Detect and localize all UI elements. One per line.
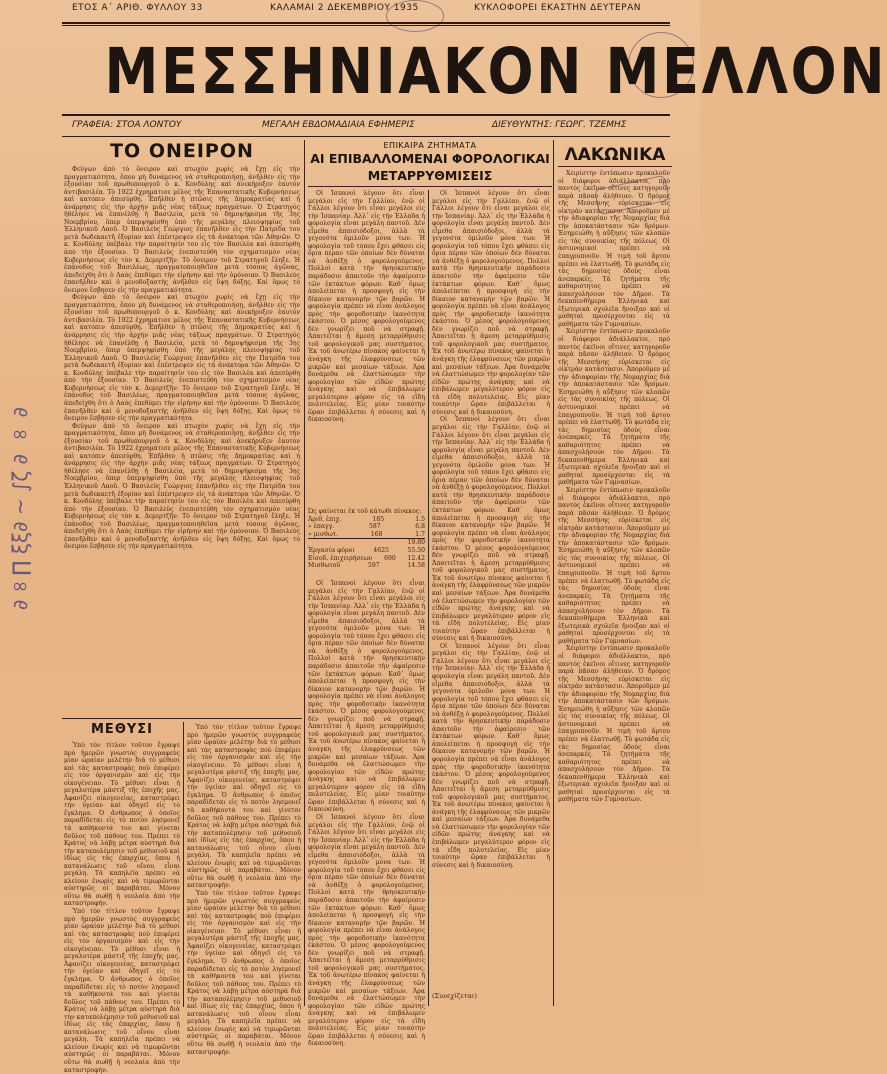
drunkenness-body-col2: Ὑπὸ τὸν τίτλον τοῦτον ἔγραψε πρὸ ἡμερῶν γνωστὸς συγγραφεὺς μίαν ὡραίαν μελέτην διὰ τὸ μέθυσι καὶ τὰς καταστροφὰς ποὺ ἐπιφέρει εἰς τὸν ὀργανισμὸν καὶ εἰς τὴν οἰκογένειαν. Τὸ μέθυσι εἶναι ἡ μεγαλυτέρα μάστιξ τῆς ἐποχῆς μας. Ἀφανίζει οἰκογενείας, καταστρέφει τὴν ὑγείαν καὶ ὁδηγεῖ εἰς τὸ ἔγκλημα. Ὁ ἄνθρωπος ὁ ὁποῖος παραδίδεται εἰς τὸ ποτὸν λησμονεῖ τὰ καθήκοντά του καὶ γίνεται δοῦλος τοῦ πάθους του. Πρέπει τὸ Κράτος νὰ λάβῃ μέτρα αὐστηρὰ διὰ τὴν καταπολέμησιν τοῦ μεθυσιοῦ καὶ ἰδίως εἰς τὰς ἐπαρχίας, ὅπου ἡ κατανάλωσις τοῦ οἴνου εἶναι μεγάλη. Τὰ καπηλεῖα πρέπει νὰ κλείουν ἐνωρὶς καὶ νὰ τιμωρῶνται αὐστηρῶς οἱ παραβάται. Μόνον οὕτω θὰ σωθῇ ἡ νεολαία ἀπὸ τὴν καταστροφήν. Ὑπὸ τὸν τίτλον τοῦτον ἔγραψε πρὸ ἡμερῶν γνωστὸς συγγραφεὺς μίαν ὡραίαν μελέτην διὰ τὸ μέθυσι καὶ τὰς καταστροφὰς ποὺ ἐπιφέρει εἰς τὸν ὀργανισμὸν καὶ εἰς τὴν οἰκογένειαν. Τὸ μέθυσι εἶναι ἡ μεγαλυτέρα μάστιξ τῆς ἐποχῆς μας. Ἀφανίζει οἰκογενείας, καταστρέφει τὴν ὑγείαν καὶ ὁδηγεῖ εἰς τὸ ἔγκλημα. Ὁ ἄνθρωπος ὁ ὁποῖος παραδίδεται εἰς τὸ ποτὸν λησμονεῖ τὰ καθήκοντά του καὶ γίνεται δοῦλος τοῦ πάθους του. Πρέπει τὸ Κράτος νὰ λάβῃ μέτρα αὐστηρὰ διὰ τὴν καταπολέμησιν τοῦ μεθυσιοῦ καὶ ἰδίως εἰς τὰς ἐπαρχίας, ὅπου ἡ κατανάλωσις τοῦ οἴνου εἶναι μεγάλη. Τὰ καπηλεῖα πρέπει νὰ κλείουν ἐνωρὶς καὶ νὰ τιμωρῶνται αὐστηρῶς οἱ παραβάται. Μόνον οὕτω θὰ σωθῇ ἡ νεολαία ἀπὸ τὴν καταστροφήν. [187,724,301,1056]
col-divider [428,190,429,1006]
table-total: 19.80 [308,538,425,547]
library-stamp [386,0,444,32]
top-info-line [60,3,660,17]
table-row: Εἰσοδ. ἐπιχειρήσεων 690 12.42 [308,554,425,562]
circulation: ΚΥΚΛΟΦΟΡΕΙ ΕΚΑΣΤΗΝ ΔΕΥΤΕΡΑΝ [474,3,641,13]
taxes-headline-1: ΑΙ ΕΠΙΒΑΛΛΟΜΕΝΑΙ ΦΟΡΟΛΟΓΙΚΑΙ [310,151,550,166]
laconics-head-rule [558,166,672,167]
tax-table-title: Ὡς φαίνεται ἐκ τοῦ κάτωθι πίνακος: [308,508,422,515]
masthead-top-rule [62,22,670,24]
tax-table [308,508,425,570]
newspaper-title: ΜΕΣΣΗΝΙΑΚΟΝ ΜΕΛΛΟΝ [104,35,887,108]
taxes-continued: (Συνεχίζεται) [432,992,477,1000]
laconics-body: Χειρίστην ἐντύπωσιν προκαλοῦν οἱ διάφοροι ἀδιάλλακτοι, πρὸ παντὸς ἐκεῖνοι οἵτινες κατηγοροῦν παρὰ πᾶσαν ἀλήθειαν. Ὁ δρόμος τῆς Μεσσήνης εὑρίσκεται εἰς οἰκτρὰν κατάστασιν. Ἀποροῦμεν μὲ τὴν ἀδιαφορίαν τῆς Νομαρχίας διὰ τὴν ἀποκατάστασιν τῶν δρόμων. Ἐσημειώθη ἡ αὔξησις τῶν κλοπῶν εἰς τὰς συνοικίας τῆς πόλεως. Οἱ ἀστυνομικοὶ πρέπει νὰ ἐπαγρυπνοῦν. Ἡ τιμὴ τοῦ ἄρτου πρέπει νὰ ἐλαττωθῇ. Τὸ φωτάδα εἰς τὰς δημοσίας ὁδοὺς εἶναι ἀνεπαρκές. Τὰ ζητήματα τῆς καθαριότητος πρέπει νὰ ἀπασχολήσουν τὸν Δῆμον. Τὰ δεκαπενθήμερα Ἐλληνικὰ καὶ ἐξωτερικὰ σχολεῖα ἤνοιξαν καὶ οἱ μαθηταὶ προσέρχονται εἰς τὰ μαθήματα τῶν Γυμνασίων. Χειρίστην ἐντύπωσιν προκαλοῦν οἱ διάφοροι ἀδιάλλακτοι, πρὸ παντὸς ἐκεῖνοι οἵτινες κατηγοροῦν παρὰ πᾶσαν ἀλήθειαν. Ὁ δρόμος τῆς Μεσσήνης εὑρίσκεται εἰς οἰκτρὰν κατάστασιν. Ἀποροῦμεν μὲ τὴν ἀδιαφορίαν τῆς Νομαρχίας διὰ τὴν ἀποκατάστασιν τῶν δρόμων. Ἐσημειώθη ἡ αὔξησις τῶν κλοπῶν εἰς τὰς συνοικίας τῆς πόλεως. Οἱ ἀστυνομικοὶ πρέπει νὰ ἐπαγρυπνοῦν. Ἡ τιμὴ τοῦ ἄρτου πρέπει νὰ ἐλαττωθῇ. Τὸ φωτάδα εἰς τὰς δημοσίας ὁδοὺς εἶναι ἀνεπαρκές. Τὰ ζητήματα τῆς καθαριότητος πρέπει νὰ ἀπασχολήσουν τὸν Δῆμον. Τὰ δεκαπενθήμερα Ἐλληνικὰ καὶ ἐξωτερικὰ σχολεῖα ἤνοιξαν καὶ οἱ μαθηταὶ προσέρχονται εἰς τὰ μαθήματα τῶν Γυμνασίων. Χειρίστην ἐντύπωσιν προκαλοῦν οἱ διάφοροι ἀδιάλλακτοι, πρὸ παντὸς ἐκεῖνοι οἵτινες κατηγοροῦν παρὰ πᾶσαν ἀλήθειαν. Ὁ δρόμος τῆς Μεσσήνης εὑρίσκεται εἰς οἰκτρὰν κατάστασιν. Ἀποροῦμεν μὲ τὴν ἀδιαφορίαν τῆς Νομαρχίας διὰ τὴν ἀποκατάστασιν τῶν δρόμων. Ἐσημειώθη ἡ αὔξησις τῶν κλοπῶν εἰς τὰς συνοικίας τῆς πόλεως. Οἱ ἀστυνομικοὶ πρέπει νὰ ἐπαγρυπνοῦν. Ἡ τιμὴ τοῦ ἄρτου πρέπει νὰ ἐλαττωθῇ. Τὸ φωτάδα εἰς τὰς δημοσίας ὁδοὺς εἶναι ἀνεπαρκές. Τὰ ζητήματα τῆς καθαριότητος πρέπει νὰ ἀπασχολήσουν τὸν Δῆμον. Τὰ δεκαπενθήμερα Ἐλληνικὰ καὶ ἐξωτερικὰ σχολεῖα ἤνοιξαν καὶ οἱ μαθηταὶ προσέρχονται εἰς τὰ μαθήματα τῶν Γυμνασίων. Χειρίστην ἐντύπωσιν προκαλοῦν οἱ διάφοροι ἀδιάλλακτοι, πρὸ παντὸς ἐκεῖνοι οἵτινες κατηγοροῦν παρὰ πᾶσαν ἀλήθειαν. Ὁ δρόμος τῆς Μεσσήνης εὑρίσκεται εἰς οἰκτρὰν κατάστασιν. Ἀποροῦμεν μὲ τὴν ἀδιαφορίαν τῆς Νομαρχίας διὰ τὴν ἀποκατάστασιν τῶν δρόμων. Ἐσημειώθη ἡ αὔξησις τῶν κλοπῶν εἰς τὰς συνοικίας τῆς πόλεως. Οἱ ἀστυνομικοὶ πρέπει νὰ ἐπαγρυπνοῦν. Ἡ τιμὴ τοῦ ἄρτου πρέπει νὰ ἐλαττωθῇ. Τὸ φωτάδα εἰς τὰς δημοσίας ὁδοὺς εἶναι ἀνεπαρκές. Τὰ ζητήματα τῆς καθαριότητος πρέπει νὰ ἀπασχολήσουν τὸν Δῆμον. Τὰ δεκαπενθήμερα Ἐλληνικὰ καὶ ἐξωτερικὰ σχολεῖα ἤνοιξαν καὶ οἱ μαθηταὶ προσέρχονται εἰς τὰ μαθήματα τῶν Γυμνασίων. [558,170,670,804]
sub-info-line [62,120,670,133]
director: ΔΙΕΥΘΥΝΤΗΣ: ΓΕΩΡΓ. ΤΖΕΜΗΣ [492,120,627,130]
dream-headline: ΤΟ ΟΝΕΙΡΟΝ [110,140,254,162]
dream-end-rule [62,718,302,719]
table-row: Ἀριθ. ἐπιχ. 185 1.5 [308,515,425,523]
laconics-headline: ΛΑΚΩΝΙΚΑ [564,145,666,165]
drunkenness-headline: ΜΕΘΥΣΙ [91,722,153,737]
taxes-body-col1a: Οἱ Ἰσπανοὶ λέγουν ὅτι εἶναι μεγάλοι εἰς τὴν Γαλλίαν, ἐνῷ οἱ Γάλλοι λέγουν ὅτι εἶναι μεγάλοι εἰς τὴν Ἰσπανίαν. Ἀλλ᾿ εἰς τὴν Ἑλλάδα ἡ φορολογία εἶναι μεγάλη παντοῦ. Δὲν εἶμεθα ἀπαισιόδοξοι, ἀλλὰ τὰ γεγονότα ὁμιλοῦν μόνα των. Ἡ φορολογία τοῦ τόπου ἔχει φθάσει εἰς ὅρια πέραν τῶν ὁποίων δὲν δύναται νὰ ἀνθέξῃ ὁ φορολογούμενος. Πολλοὶ κατὰ τὴν θρησκευτικὴν παράδοσιν ἀπαιτοῦν τὴν ἀφαίρεσιν τῶν ἐκτάκτων φόρων. Καθ᾿ ὅμως ἀπολείπεται ἡ προσφυγὴ εἰς τὴν δίκαιον κατανομὴν τῶν βαρῶν. Ἡ φορολογία πρέπει νὰ εἶναι ἀνάλογος πρὸς τὴν φοροδοτικὴν ἱκανότητα ἑκάστου. Ὁ μέσος φορολογούμενος δὲν γνωρίζει ποῦ νὰ στραφῇ. Ἀπαιτεῖται ἡ ἄμεση μεταρρύθμισις τοῦ φορολογικοῦ μας συστήματος. Ἐκ τοῦ ἀνωτέρω πίνακος φαίνεται ἡ ἀνάγκη τῆς ἐλαφρύνσεως τῶν μικρῶν καὶ μεσαίων τάξεων. Ἀρα δυνάμεθα νὰ ἐλαττώσωμεν τὴν φορολογίαν τῶν εἰδῶν πρώτης ἀνάγκης καὶ νὰ ἐπιβάλωμεν μεγαλύτερον φόρον εἰς τὰ εἴδη πολυτελείας. Εἰς μίαν τοιαύτην ὥραν ἐπιβάλλεται ἡ σύνεσις καὶ ἡ δικαιοσύνη. [308,190,425,424]
issue-number: ΕΤΟΣ Α΄ ΑΡΙΘ. ΦΥΛΛΟΥ 33 [72,3,203,13]
dream-body: Φεύγων ἀπὸ τὸ ὄνειρον καὶ πτωχὸν χωρὶς νὰ ἔχῃ εἰς τὴν πραγματικότητα, ὅπου μὴ δυνάμενος νὰ σταθεροποιήσῃ, ἀνῆλθεν εἰς τὴν ἐξουσίαν τοῦ πρωθυπουργοῦ ὁ κ. Κονδύλης καὶ ἀνεκήρυξεν ἑαυτὸν ἀντιβασιλέα. Τὸ 1922 ἐχρημάτισε μέλος τῆς Ἐπαναστατικῆς Κυβερνήσεως καὶ κατόπιν ἀπεσύρθη. Ἐπῆλθεν ἡ πτῶσις τῆς Δημοκρατίας καὶ ἡ ἀνάρρησις εἰς τὴν ἀρχὴν μιᾶς νέας τάξεως πραγμάτων. Ὁ Στρατηγὸς ἠθέλησε νὰ ἐπανέλθῃ ἡ Βασιλεία, μετὰ τὸ δημοψήφισμα τῆς 3ης Νοεμβρίου, ὅπερ ὑπερψηφίσθη ὑπὸ τῆς μεγάλης πλειοψηφίας τοῦ Ἑλληνικοῦ Λαοῦ. Ὁ Βασιλεὺς Γεώργιος ἐπανῆλθεν εἰς τὴν Πατρίδα του μετὰ δωδεκαετῆ ἐξορίαν καὶ ἐπέστρεψεν εἰς τὰ ἀνάκτορα τῶν Ἀθηνῶν. Ὁ κ. Κονδύλης ὑπέβαλε τὴν παραίτησίν του εἰς τὸν Βασιλέα καὶ ἀπεσύρθη ἀπὸ τὴν ἐξουσίαν. Ὁ Βασιλεὺς ἐνεπιστεύθη τὸν σχηματισμὸν νέας Κυβερνήσεως εἰς τὸν κ. Δεμερτζῆν. Τὸ ὄνειρον τοῦ Στρατηγοῦ ἔληξε. Ἡ ἐπάνοδος τοῦ Βασιλέως, πραγματοποιηθεῖσα μετὰ τόσους ἀγῶνας, ἀπεδείχθη ὅτι ὁ Λαὸς ἐπεθύμει τὴν εἰρήνην καὶ τὴν ὁμόνοιαν. Ὁ Βασιλεὺς ἐπανῆλθεν καὶ ὁ μενοδοξαστὴς ἀνῆλθεν εἰς ὕψη δόξης. Καὶ ὅμως τὸ ὄνειρον ἔσβησεν εἰς τὴν πραγματικότητα. Φεύγων ἀπὸ τὸ ὄνειρον καὶ πτωχὸν χωρὶς νὰ ἔχῃ εἰς τὴν πραγματικότητα, ὅπου μὴ δυνάμενος νὰ σταθεροποιήσῃ, ἀνῆλθεν εἰς τὴν ἐξουσίαν τοῦ πρωθυπουργοῦ ὁ κ. Κονδύλης καὶ ἀνεκήρυξεν ἑαυτὸν ἀντιβασιλέα. Τὸ 1922 ἐχρημάτισε μέλος τῆς Ἐπαναστατικῆς Κυβερνήσεως καὶ κατόπιν ἀπεσύρθη. Ἐπῆλθεν ἡ πτῶσις τῆς Δημοκρατίας καὶ ἡ ἀνάρρησις εἰς τὴν ἀρχὴν μιᾶς νέας τάξεως πραγμάτων. Ὁ Στρατηγὸς ἠθέλησε νὰ ἐπανέλθῃ ἡ Βασιλεία, μετὰ τὸ δημοψήφισμα τῆς 3ης Νοεμβρίου, ὅπερ ὑπερψηφίσθη ὑπὸ τῆς μεγάλης πλειοψηφίας τοῦ Ἑλληνικοῦ Λαοῦ. Ὁ Βασιλεὺς Γεώργιος ἐπανῆλθεν εἰς τὴν Πατρίδα του μετὰ δωδεκαετῆ ἐξορίαν καὶ ἐπέστρεψεν εἰς τὰ ἀνάκτορα τῶν Ἀθηνῶν. Ὁ κ. Κονδύλης ὑπέβαλε τὴν παραίτησίν του εἰς τὸν Βασιλέα καὶ ἀπεσύρθη ἀπὸ τὴν ἐξουσίαν. Ὁ Βασιλεὺς ἐνεπιστεύθη τὸν σχηματισμὸν νέας Κυβερνήσεως εἰς τὸν κ. Δεμερτζῆν. Τὸ ὄνειρον τοῦ Στρατηγοῦ ἔληξε. Ἡ ἐπάνοδος τοῦ Βασιλέως, πραγματοποιηθεῖσα μετὰ τόσους ἀγῶνας, ἀπεδείχθη ὅτι ὁ Λαὸς ἐπεθύμει τὴν εἰρήνην καὶ τὴν ὁμόνοιαν. Ὁ Βασιλεὺς ἐπανῆλθεν καὶ ὁ μενοδοξαστὴς ἀνῆλθεν εἰς ὕψη δόξης. Καὶ ὅμως τὸ ὄνειρον ἔσβησεν εἰς τὴν πραγματικότητα. Φεύγων ἀπὸ τὸ ὄνειρον καὶ πτωχὸν χωρὶς νὰ ἔχῃ εἰς τὴν πραγματικότητα, ὅπου μὴ δυνάμενος νὰ σταθεροποιήσῃ, ἀνῆλθεν εἰς τὴν ἐξουσίαν τοῦ πρωθυπουργοῦ ὁ κ. Κονδύλης καὶ ἀνεκήρυξεν ἑαυτὸν ἀντιβασιλέα. Τὸ 1922 ἐχρημάτισε μέλος τῆς Ἐπαναστατικῆς Κυβερνήσεως καὶ κατόπιν ἀπεσύρθη. Ἐπῆλθεν ἡ πτῶσις τῆς Δημοκρατίας καὶ ἡ ἀνάρρησις εἰς τὴν ἀρχὴν μιᾶς νέας τάξεως πραγμάτων. Ὁ Στρατηγὸς ἠθέλησε νὰ ἐπανέλθῃ ἡ Βασιλεία, μετὰ τὸ δημοψήφισμα τῆς 3ης Νοεμβρίου, ὅπερ ὑπερψηφίσθη ὑπὸ τῆς μεγάλης πλειοψηφίας τοῦ Ἑλληνικοῦ Λαοῦ. Ὁ Βασιλεὺς Γεώργιος ἐπανῆλθεν εἰς τὴν Πατρίδα του μετὰ δωδεκαετῆ ἐξορίαν καὶ ἐπέστρεψεν εἰς τὰ ἀνάκτορα τῶν Ἀθηνῶν. Ὁ κ. Κονδύλης ὑπέβαλε τὴν παραίτησίν του εἰς τὸν Βασιλέα καὶ ἀπεσύρθη ἀπὸ τὴν ἐξουσίαν. Ὁ Βασιλεὺς ἐνεπιστεύθη τὸν σχηματισμὸν νέας Κυβερνήσεως εἰς τὸν κ. Δεμερτζῆν. Τὸ ὄνειρον τοῦ Στρατηγοῦ ἔληξε. Ἡ ἐπάνοδος τοῦ Βασιλέως, πραγματοποιηθεῖσα μετὰ τόσους ἀγῶνας, ἀπεδείχθη ὅτι ὁ Λαὸς ἐπεθύμει τὴν εἰρήνην καὶ τὴν ὁμόνοιαν. Ὁ Βασιλεὺς ἐπανῆλθεν καὶ ὁ μενοδοξαστὴς ἀνῆλθεν εἰς ὕψη δόξης. Καὶ ὅμως τὸ ὄνειρον ἔσβησεν εἰς τὴν πραγματικότητα. [64,166,300,551]
taxes-kicker: ΕΠΙΚΑΙΡΑ ΖΗΤΗΜΑΤΑ [383,141,477,150]
col-divider [553,140,554,1006]
drunkenness-body-col1: Ὑπὸ τὸν τίτλον τοῦτον ἔγραψε πρὸ ἡμερῶν γνωστὸς συγγραφεὺς μίαν ὡραίαν μελέτην διὰ τὸ μέθυσι καὶ τὰς καταστροφὰς ποὺ ἐπιφέρει εἰς τὸν ὀργανισμὸν καὶ εἰς τὴν οἰκογένειαν. Τὸ μέθυσι εἶναι ἡ μεγαλυτέρα μάστιξ τῆς ἐποχῆς μας. Ἀφανίζει οἰκογενείας, καταστρέφει τὴν ὑγείαν καὶ ὁδηγεῖ εἰς τὸ ἔγκλημα. Ὁ ἄνθρωπος ὁ ὁποῖος παραδίδεται εἰς τὸ ποτὸν λησμονεῖ τὰ καθήκοντά του καὶ γίνεται δοῦλος τοῦ πάθους του. Πρέπει τὸ Κράτος νὰ λάβῃ μέτρα αὐστηρὰ διὰ τὴν καταπολέμησιν τοῦ μεθυσιοῦ καὶ ἰδίως εἰς τὰς ἐπαρχίας, ὅπου ἡ κατανάλωσις τοῦ οἴνου εἶναι μεγάλη. Τὰ καπηλεῖα πρέπει νὰ κλείουν ἐνωρὶς καὶ νὰ τιμωρῶνται αὐστηρῶς οἱ παραβάται. Μόνον οὕτω θὰ σωθῇ ἡ νεολαία ἀπὸ τὴν καταστροφήν. Ὑπὸ τὸν τίτλον τοῦτον ἔγραψε πρὸ ἡμερῶν γνωστὸς συγγραφεὺς μίαν ὡραίαν μελέτην διὰ τὸ μέθυσι καὶ τὰς καταστροφὰς ποὺ ἐπιφέρει εἰς τὸν ὀργανισμὸν καὶ εἰς τὴν οἰκογένειαν. Τὸ μέθυσι εἶναι ἡ μεγαλυτέρα μάστιξ τῆς ἐποχῆς μας. Ἀφανίζει οἰκογενείας, καταστρέφει τὴν ὑγείαν καὶ ὁδηγεῖ εἰς τὸ ἔγκλημα. Ὁ ἄνθρωπος ὁ ὁποῖος παραδίδεται εἰς τὸ ποτὸν λησμονεῖ τὰ καθήκοντά του καὶ γίνεται δοῦλος τοῦ πάθους του. Πρέπει τὸ Κράτος νὰ λάβῃ μέτρα αὐστηρὰ διὰ τὴν καταπολέμησιν τοῦ μεθυσιοῦ καὶ ἰδίως εἰς τὰς ἐπαρχίας, ὅπου ἡ κατανάλωσις τοῦ οἴνου εἶναι μεγάλη. Τὰ καπηλεῖα πρέπει νὰ κλείουν ἐνωρὶς καὶ νὰ τιμωρῶνται αὐστηρῶς οἱ παραβάται. Μόνον οὕτω θὰ σωθῇ ἡ νεολαία ἀπὸ τὴν καταστροφήν. [64,742,180,1074]
table-row: Ἐργασία φόροι 4625 55.50 [308,546,425,554]
place-date: ΚΑΛΑΜΑΙ 2 ΔΕΚΕΜΒΡΙΟΥ 1935 [270,3,419,13]
taxes-headline-2: ΜΕΤΑΡΡΥΘΜΙΣΕΙΣ [367,168,493,183]
taxes-body-col2: Οἱ Ἰσπανοὶ λέγουν ὅτι εἶναι μεγάλοι εἰς τὴν Γαλλίαν, ἐνῷ οἱ Γάλλοι λέγουν ὅτι εἶναι μεγάλοι εἰς τὴν Ἰσπανίαν. Ἀλλ᾿ εἰς τὴν Ἑλλάδα ἡ φορολογία εἶναι μεγάλη παντοῦ. Δὲν εἶμεθα ἀπαισιόδοξοι, ἀλλὰ τὰ γεγονότα ὁμιλοῦν μόνα των. Ἡ φορολογία τοῦ τόπου ἔχει φθάσει εἰς ὅρια πέραν τῶν ὁποίων δὲν δύναται νὰ ἀνθέξῃ ὁ φορολογούμενος. Πολλοὶ κατὰ τὴν θρησκευτικὴν παράδοσιν ἀπαιτοῦν τὴν ἀφαίρεσιν τῶν ἐκτάκτων φόρων. Καθ᾿ ὅμως ἀπολείπεται ἡ προσφυγὴ εἰς τὴν δίκαιον κατανομὴν τῶν βαρῶν. Ἡ φορολογία πρέπει νὰ εἶναι ἀνάλογος πρὸς τὴν φοροδοτικὴν ἱκανότητα ἑκάστου. Ὁ μέσος φορολογούμενος δὲν γνωρίζει ποῦ νὰ στραφῇ. Ἀπαιτεῖται ἡ ἄμεση μεταρρύθμισις τοῦ φορολογικοῦ μας συστήματος. Ἐκ τοῦ ἀνωτέρω πίνακος φαίνεται ἡ ἀνάγκη τῆς ἐλαφρύνσεως τῶν μικρῶν καὶ μεσαίων τάξεων. Ἀρα δυνάμεθα νὰ ἐλαττώσωμεν τὴν φορολογίαν τῶν εἰδῶν πρώτης ἀνάγκης καὶ νὰ ἐπιβάλωμεν μεγαλύτερον φόρον εἰς τὰ εἴδη πολυτελείας. Εἰς μίαν τοιαύτην ὥραν ἐπιβάλλεται ἡ σύνεσις καὶ ἡ δικαιοσύνη. Οἱ Ἰσπανοὶ λέγουν ὅτι εἶναι μεγάλοι εἰς τὴν Γαλλίαν, ἐνῷ οἱ Γάλλοι λέγουν ὅτι εἶναι μεγάλοι εἰς τὴν Ἰσπανίαν. Ἀλλ᾿ εἰς τὴν Ἑλλάδα ἡ φορολογία εἶναι μεγάλη παντοῦ. Δὲν εἶμεθα ἀπαισιόδοξοι, ἀλλὰ τὰ γεγονότα ὁμιλοῦν μόνα των. Ἡ φορολογία τοῦ τόπου ἔχει φθάσει εἰς ὅρια πέραν τῶν ὁποίων δὲν δύναται νὰ ἀνθέξῃ ὁ φορολογούμενος. Πολλοὶ κατὰ τὴν θρησκευτικὴν παράδοσιν ἀπαιτοῦν τὴν ἀφαίρεσιν τῶν ἐκτάκτων φόρων. Καθ᾿ ὅμως ἀπολείπεται ἡ προσφυγὴ εἰς τὴν δίκαιον κατανομὴν τῶν βαρῶν. Ἡ φορολογία πρέπει νὰ εἶναι ἀνάλογος πρὸς τὴν φοροδοτικὴν ἱκανότητα ἑκάστου. Ὁ μέσος φορολογούμενος δὲν γνωρίζει ποῦ νὰ στραφῇ. Ἀπαιτεῖται ἡ ἄμεση μεταρρύθμισις τοῦ φορολογικοῦ μας συστήματος. Ἐκ τοῦ ἀνωτέρω πίνακος φαίνεται ἡ ἀνάγκη τῆς ἐλαφρύνσεως τῶν μικρῶν καὶ μεσαίων τάξεων. Ἀρα δυνάμεθα νὰ ἐλαττώσωμεν τὴν φορολογίαν τῶν εἰδῶν πρώτης ἀνάγκης καὶ νὰ ἐπιβάλωμεν μεγαλύτερον φόρον εἰς τὰ εἴδη πολυτελείας. Εἰς μίαν τοιαύτην ὥραν ἐπιβάλλεται ἡ σύνεσις καὶ ἡ δικαιοσύνη. Οἱ Ἰσπανοὶ λέγουν ὅτι εἶναι μεγάλοι εἰς τὴν Γαλλίαν, ἐνῷ οἱ Γάλλοι λέγουν ὅτι εἶναι μεγάλοι εἰς τὴν Ἰσπανίαν. Ἀλλ᾿ εἰς τὴν Ἑλλάδα ἡ φορολογία εἶναι μεγάλη παντοῦ. Δὲν εἶμεθα ἀπαισιόδοξοι, ἀλλὰ τὰ γεγονότα ὁμιλοῦν μόνα των. Ἡ φορολογία τοῦ τόπου ἔχει φθάσει εἰς ὅρια πέραν τῶν ὁποίων δὲν δύναται νὰ ἀνθέξῃ ὁ φορολογούμενος. Πολλοὶ κατὰ τὴν θρησκευτικὴν παράδοσιν ἀπαιτοῦν τὴν ἀφαίρεσιν τῶν ἐκτάκτων φόρων. Καθ᾿ ὅμως ἀπολείπεται ἡ προσφυγὴ εἰς τὴν δίκαιον κατανομὴν τῶν βαρῶν. Ἡ φορολογία πρέπει νὰ εἶναι ἀνάλογος πρὸς τὴν φοροδοτικὴν ἱκανότητα ἑκάστου. Ὁ μέσος φορολογούμενος δὲν γνωρίζει ποῦ νὰ στραφῇ. Ἀπαιτεῖται ἡ ἄμεση μεταρρύθμισις τοῦ φορολογικοῦ μας συστήματος. Ἐκ τοῦ ἀνωτέρω πίνακος φαίνεται ἡ ἀνάγκη τῆς ἐλαφρύνσεως τῶν μικρῶν καὶ μεσαίων τάξεων. Ἀρα δυνάμεθα νὰ ἐλαττώσωμεν τὴν φορολογίαν τῶν εἰδῶν πρώτης ἀνάγκης καὶ νὰ ἐπιβάλωμεν μεγαλύτερον φόρον εἰς τὰ εἴδη πολυτελείας. Εἰς μίαν τοιαύτην ὥραν ἐπιβάλλεται ἡ σύνεσις καὶ ἡ δικαιοσύνη. [432,190,550,869]
offices: ΓΡΑΦΕΙΑ: ΣΤΟΑ ΛΟΝΤΟΥ [72,120,182,130]
table-row: » ἐπαγγ. 587 6.8 [308,523,425,531]
tagline: ΜΕΓΑΛΗ ΕΒΔΟΜΑΔΙΑΙΑ ΕΦΗΜΕΡΙΣ [262,120,415,130]
masthead-top-rule-thin [62,25,670,26]
taxes-head-rule [308,186,552,187]
subline-rule [62,136,670,137]
col-divider [304,140,305,1006]
masthead-bottom-rule [62,114,670,116]
table-row: » μισθωτ. 168 1.7 [308,530,425,538]
col-divider [183,722,184,1007]
handwritten-margin-note: ∂∞∏ ξξ∂ ~ ∫ζ ∂ ∞ ∂ [8,406,32,610]
table-row: Μισθωτοῦ 597 14.58 [308,562,425,570]
taxes-body-col1b: Οἱ Ἰσπανοὶ λέγουν ὅτι εἶναι μεγάλοι εἰς τὴν Γαλλίαν, ἐνῷ οἱ Γάλλοι λέγουν ὅτι εἶναι μεγάλοι εἰς τὴν Ἰσπανίαν. Ἀλλ᾿ εἰς τὴν Ἑλλάδα ἡ φορολογία εἶναι μεγάλη παντοῦ. Δὲν εἶμεθα ἀπαισιόδοξοι, ἀλλὰ τὰ γεγονότα ὁμιλοῦν μόνα των. Ἡ φορολογία τοῦ τόπου ἔχει φθάσει εἰς ὅρια πέραν τῶν ὁποίων δὲν δύναται νὰ ἀνθέξῃ ὁ φορολογούμενος. Πολλοὶ κατὰ τὴν θρησκευτικὴν παράδοσιν ἀπαιτοῦν τὴν ἀφαίρεσιν τῶν ἐκτάκτων φόρων. Καθ᾿ ὅμως ἀπολείπεται ἡ προσφυγὴ εἰς τὴν δίκαιον κατανομὴν τῶν βαρῶν. Ἡ φορολογία πρέπει νὰ εἶναι ἀνάλογος πρὸς τὴν φοροδοτικὴν ἱκανότητα ἑκάστου. Ὁ μέσος φορολογούμενος δὲν γνωρίζει ποῦ νὰ στραφῇ. Ἀπαιτεῖται ἡ ἄμεση μεταρρύθμισις τοῦ φορολογικοῦ μας συστήματος. Ἐκ τοῦ ἀνωτέρω πίνακος φαίνεται ἡ ἀνάγκη τῆς ἐλαφρύνσεως τῶν μικρῶν καὶ μεσαίων τάξεων. Ἀρα δυνάμεθα νὰ ἐλαττώσωμεν τὴν φορολογίαν τῶν εἰδῶν πρώτης ἀνάγκης καὶ νὰ ἐπιβάλωμεν μεγαλύτερον φόρον εἰς τὰ εἴδη πολυτελείας. Εἰς μίαν τοιαύτην ὥραν ἐπιβάλλεται ἡ σύνεσις καὶ ἡ δικαιοσύνη. Οἱ Ἰσπανοὶ λέγουν ὅτι εἶναι μεγάλοι εἰς τὴν Γαλλίαν, ἐνῷ οἱ Γάλλοι λέγουν ὅτι εἶναι μεγάλοι εἰς τὴν Ἰσπανίαν. Ἀλλ᾿ εἰς τὴν Ἑλλάδα ἡ φορολογία εἶναι μεγάλη παντοῦ. Δὲν εἶμεθα ἀπαισιόδοξοι, ἀλλὰ τὰ γεγονότα ὁμιλοῦν μόνα των. Ἡ φορολογία τοῦ τόπου ἔχει φθάσει εἰς ὅρια πέραν τῶν ὁποίων δὲν δύναται νὰ ἀνθέξῃ ὁ φορολογούμενος. Πολλοὶ κατὰ τὴν θρησκευτικὴν παράδοσιν ἀπαιτοῦν τὴν ἀφαίρεσιν τῶν ἐκτάκτων φόρων. Καθ᾿ ὅμως ἀπολείπεται ἡ προσφυγὴ εἰς τὴν δίκαιον κατανομὴν τῶν βαρῶν. Ἡ φορολογία πρέπει νὰ εἶναι ἀνάλογος πρὸς τὴν φοροδοτικὴν ἱκανότητα ἑκάστου. Ὁ μέσος φορολογούμενος δὲν γνωρίζει ποῦ νὰ στραφῇ. Ἀπαιτεῖται ἡ ἄμεση μεταρρύθμισις τοῦ φορολογικοῦ μας συστήματος. Ἐκ τοῦ ἀνωτέρω πίνακος φαίνεται ἡ ἀνάγκη τῆς ἐλαφρύνσεως τῶν μικρῶν καὶ μεσαίων τάξεων. Ἀρα δυνάμεθα νὰ ἐλαττώσωμεν τὴν φορολογίαν τῶν εἰδῶν πρώτης ἀνάγκης καὶ νὰ ἐπιβάλωμεν μεγαλύτερον φόρον εἰς τὰ εἴδη πολυτελείας. Εἰς μίαν τοιαύτην ὥραν ἐπιβάλλεται ἡ σύνεσις καὶ ἡ δικαιοσύνη. [308,580,425,1048]
